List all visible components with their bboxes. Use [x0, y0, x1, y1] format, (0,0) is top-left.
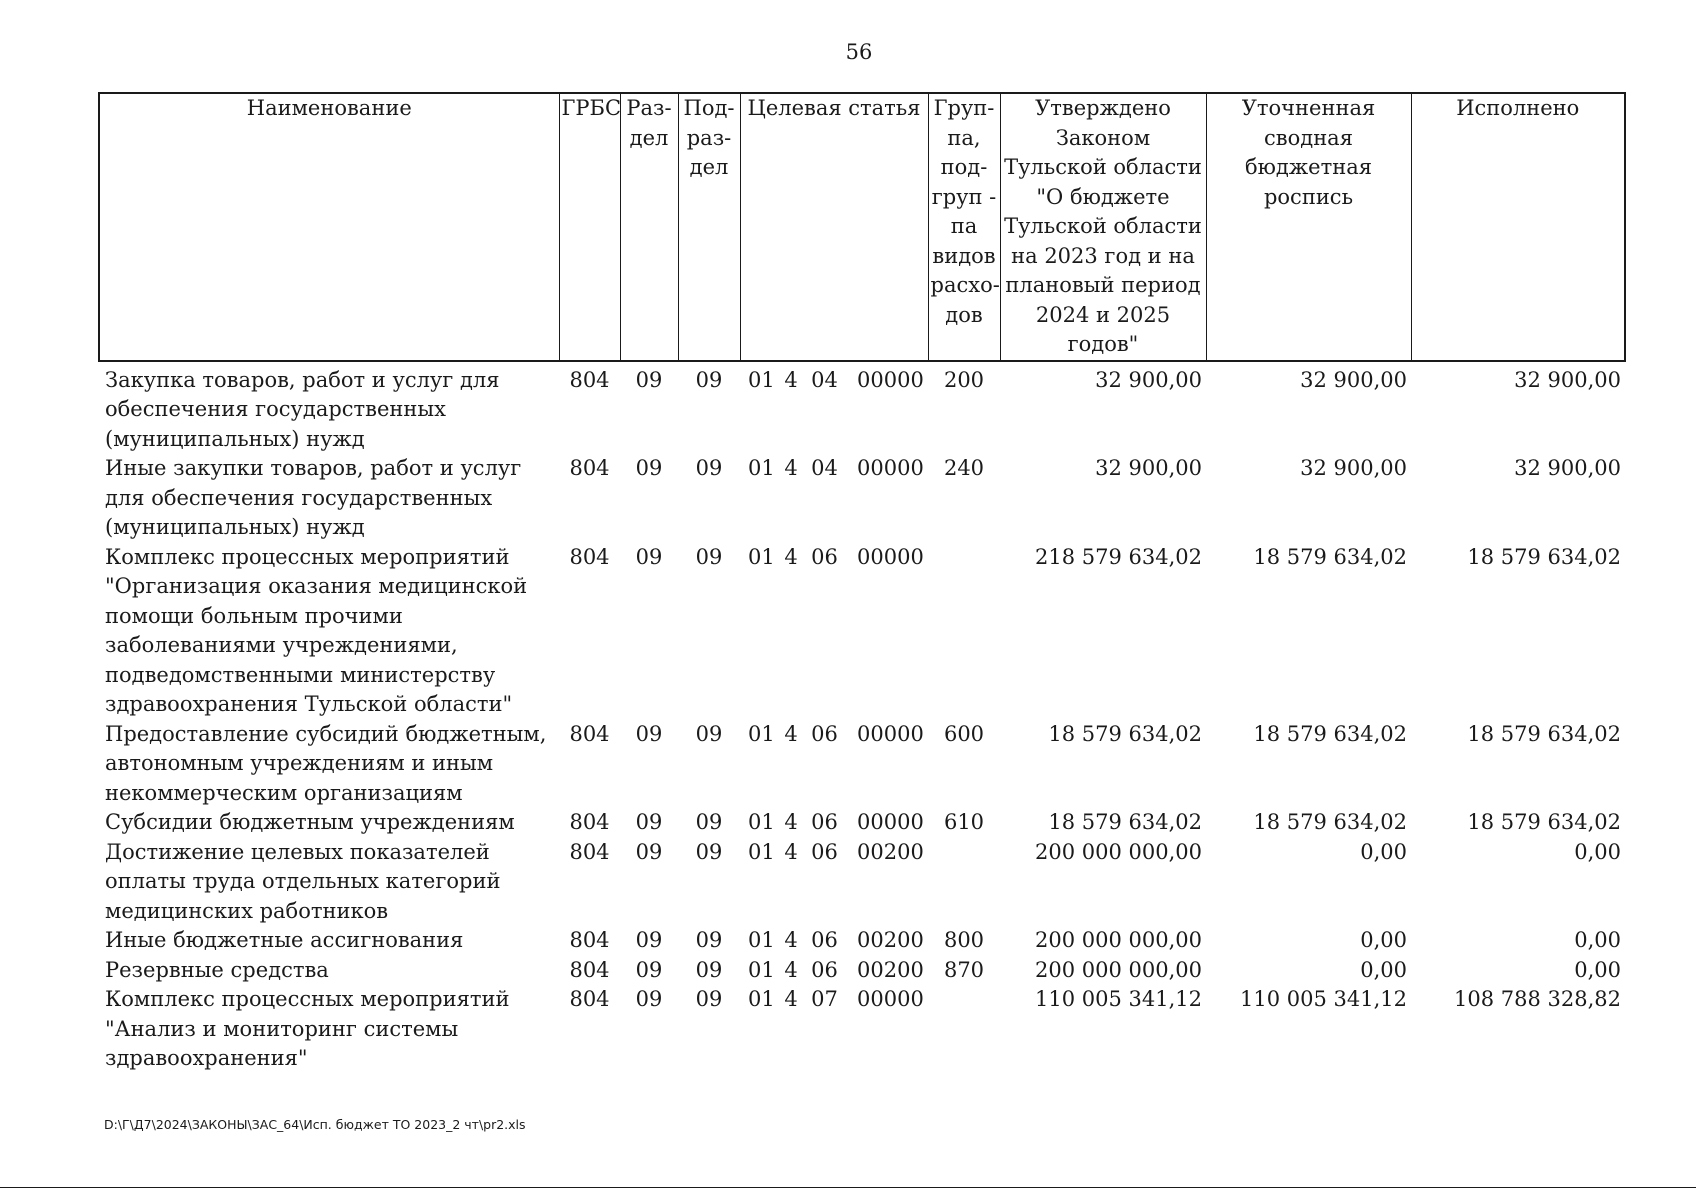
table-row: [99, 926, 1625, 956]
celevaya-statya-part: 06: [811, 928, 838, 952]
celevaya-statya-part: 00000: [857, 987, 924, 1011]
cell-podrazdel: 09: [695, 544, 723, 569]
cell-grbs: 804: [569, 928, 610, 952]
celevaya-statya-part: 4: [784, 721, 798, 746]
celevaya-statya-part: 4: [784, 810, 798, 834]
cell-vid-rashodov: [928, 543, 1000, 720]
header-celevaya-statya: Целевая статья: [740, 93, 928, 361]
cell-vid-rashodov: 240: [943, 456, 985, 480]
cell-utverzhdeno: 32 900,00: [1095, 456, 1202, 480]
cell-vid-rashodov: 600: [943, 721, 985, 746]
page-number: 56: [845, 40, 873, 64]
celevaya-statya-part: 07: [811, 987, 838, 1011]
cell-utochnennaya: 18 579 634,02: [1253, 810, 1407, 834]
header-name: Наименование: [99, 93, 559, 361]
celevaya-statya-part: 00000: [857, 456, 924, 480]
cell-podrazdel: 09: [695, 839, 723, 864]
cell-utochnennaya: 0,00: [1360, 928, 1407, 952]
cell-utverzhdeno: 200 000 000,00: [1035, 928, 1202, 952]
cell-ispolneno: 0,00: [1574, 928, 1621, 952]
cell-utverzhdeno: 200 000 000,00: [1035, 839, 1202, 864]
cell-ispolneno: 0,00: [1574, 957, 1621, 982]
cell-razdel: 09: [635, 839, 663, 864]
cell-grbs: 804: [569, 957, 610, 982]
cell-grbs: 804: [569, 987, 610, 1011]
cell-ispolneno: 32 900,00: [1514, 456, 1621, 480]
cell-celevaya-statya: [740, 361, 928, 455]
table-row: [99, 454, 1625, 543]
table-row: [99, 838, 1625, 927]
celevaya-statya-part: 06: [811, 839, 838, 864]
table-header-row: [99, 93, 1625, 361]
cell-razdel: 09: [635, 721, 663, 746]
cell-name: Комплекс процессных мероприятий "Анализ и мониторинг системы здравоохранения": [105, 987, 510, 1070]
cell-utverzhdeno: 218 579 634,02: [1035, 544, 1202, 569]
cell-razdel: 09: [635, 987, 663, 1011]
cell-name: Комплекс процессных мероприятий "Организация оказания медицинской помощи больным прочими заболеваниями учреждениями, подведомственными министерству здравоохранения Тульской области": [105, 544, 528, 716]
cell-utochnennaya: 18 579 634,02: [1253, 544, 1407, 569]
table-body: [99, 361, 1625, 1074]
header-utverzhdeno: Утверждено Законом Тульской области "О бюджете Тульской области на 2023 год и на плановый период 2024 и 2025 годов": [1000, 93, 1206, 361]
celevaya-statya-part: 04: [811, 456, 838, 480]
cell-name: Иные бюджетные ассигнования: [105, 928, 464, 952]
celevaya-statya-part: 01: [748, 367, 775, 392]
cell-utverzhdeno: 110 005 341,12: [1035, 987, 1202, 1011]
celevaya-statya-part: 01: [748, 987, 775, 1011]
cell-utochnennaya: 18 579 634,02: [1253, 721, 1407, 746]
cell-name: Субсидии бюджетным учреждениям: [105, 810, 515, 834]
cell-vid-rashodov: 800: [943, 928, 985, 952]
cell-grbs: 804: [569, 367, 610, 392]
celevaya-statya-part: 4: [784, 367, 798, 392]
cell-celevaya-statya: [740, 543, 928, 720]
header-ispolneno: Исполнено: [1411, 93, 1625, 361]
cell-razdel: 09: [635, 957, 663, 982]
celevaya-statya-part: 00200: [857, 928, 924, 952]
table-row: [99, 985, 1625, 1074]
celevaya-statya-part: 4: [784, 544, 798, 569]
header-utochnennaya-rospis: Уточненная сводная бюджетная роспись: [1206, 93, 1411, 361]
cell-podrazdel: 09: [695, 928, 723, 952]
celevaya-statya-part: 00000: [857, 721, 924, 746]
cell-ispolneno: 108 788 328,82: [1454, 987, 1621, 1011]
cell-vid-rashodov: 200: [943, 367, 985, 392]
cell-name: Закупка товаров, работ и услуг для обеспечения государственных (муниципальных) нужд: [105, 367, 500, 451]
cell-ispolneno: 18 579 634,02: [1467, 810, 1621, 834]
celevaya-statya-part: 04: [811, 367, 838, 392]
celevaya-statya-part: 01: [748, 544, 775, 569]
table-row: [99, 808, 1625, 838]
cell-grbs: 804: [569, 456, 610, 480]
cell-name: Иные закупки товаров, работ и услуг для обеспечения государственных (муниципальных) нужд: [105, 456, 522, 539]
celevaya-statya-part: 01: [748, 957, 775, 982]
cell-ispolneno: 0,00: [1574, 839, 1621, 864]
cell-grbs: 804: [569, 810, 610, 834]
celevaya-statya-part: 00000: [857, 544, 924, 569]
cell-utochnennaya: 0,00: [1360, 957, 1407, 982]
cell-utochnennaya: 32 900,00: [1300, 367, 1407, 392]
celevaya-statya-part: 06: [811, 721, 838, 746]
cell-celevaya-statya: [740, 956, 928, 986]
celevaya-statya-part: 01: [748, 456, 775, 480]
cell-vid-rashodov: [928, 838, 1000, 927]
cell-name: Достижение целевых показателей оплаты труда отдельных категорий медицинских работников: [105, 839, 501, 923]
header-podrazdel: Под-раз-дел: [678, 93, 740, 361]
budget-table: [98, 92, 1626, 1074]
cell-celevaya-statya: [740, 926, 928, 956]
cell-razdel: 09: [635, 810, 663, 834]
header-gruppa-vidov-rashodov: Груп-па, под-груп - па видов расхо-дов: [928, 93, 1000, 361]
header-grbs: ГРБС: [559, 93, 620, 361]
cell-podrazdel: 09: [695, 810, 723, 834]
header-razdel: Раз-дел: [620, 93, 678, 361]
cell-celevaya-statya: [740, 808, 928, 838]
cell-ispolneno: 18 579 634,02: [1467, 721, 1621, 746]
cell-vid-rashodov: [928, 985, 1000, 1074]
cell-ispolneno: 32 900,00: [1514, 367, 1621, 392]
cell-vid-rashodov: 610: [943, 810, 985, 834]
cell-podrazdel: 09: [695, 367, 723, 392]
cell-celevaya-statya: [740, 985, 928, 1074]
cell-grbs: 804: [569, 839, 610, 864]
cell-grbs: 804: [569, 544, 610, 569]
cell-razdel: 09: [635, 928, 663, 952]
cell-podrazdel: 09: [695, 987, 723, 1011]
celevaya-statya-part: 06: [811, 544, 838, 569]
celevaya-statya-part: 01: [748, 839, 775, 864]
bottom-divider: [0, 1187, 1696, 1188]
celevaya-statya-part: 06: [811, 957, 838, 982]
cell-podrazdel: 09: [695, 456, 723, 480]
cell-utverzhdeno: 18 579 634,02: [1048, 721, 1202, 746]
celevaya-statya-part: 01: [748, 810, 775, 834]
table-row: [99, 956, 1625, 986]
cell-celevaya-statya: [740, 454, 928, 543]
celevaya-statya-part: 00200: [857, 839, 924, 864]
cell-utverzhdeno: 18 579 634,02: [1048, 810, 1202, 834]
cell-celevaya-statya: [740, 838, 928, 927]
table-row: [99, 361, 1625, 455]
file-path: D:\Г\Д7\2024\ЗАКОНЫ\ЗАС_64\Исп. бюджет ТО 2023_2 чт\pr2.xls: [104, 1117, 526, 1132]
cell-utverzhdeno: 200 000 000,00: [1035, 957, 1202, 982]
table-row: [99, 720, 1625, 809]
cell-ispolneno: 18 579 634,02: [1467, 544, 1621, 569]
cell-utochnennaya: 32 900,00: [1300, 456, 1407, 480]
cell-vid-rashodov: 870: [943, 957, 985, 982]
celevaya-statya-part: 4: [784, 928, 798, 952]
celevaya-statya-part: 00200: [857, 957, 924, 982]
cell-utverzhdeno: 32 900,00: [1095, 367, 1202, 392]
cell-name: Резервные средства: [105, 957, 329, 982]
celevaya-statya-part: 4: [784, 456, 798, 480]
cell-utochnennaya: 110 005 341,12: [1240, 987, 1407, 1011]
celevaya-statya-part: 00000: [857, 810, 924, 834]
cell-razdel: 09: [635, 456, 663, 480]
cell-name: Предоставление субсидий бюджетным, автономным учреждениям и иным некоммерческим организациям: [105, 721, 547, 805]
celevaya-statya-part: 06: [811, 810, 838, 834]
cell-razdel: 09: [635, 544, 663, 569]
cell-razdel: 09: [635, 367, 663, 392]
celevaya-statya-part: 00000: [857, 367, 924, 392]
celevaya-statya-part: 4: [784, 957, 798, 982]
celevaya-statya-part: 4: [784, 987, 798, 1011]
cell-utochnennaya: 0,00: [1360, 839, 1407, 864]
table-row: [99, 543, 1625, 720]
cell-podrazdel: 09: [695, 957, 723, 982]
celevaya-statya-part: 01: [748, 721, 775, 746]
cell-grbs: 804: [569, 721, 610, 746]
cell-podrazdel: 09: [695, 721, 723, 746]
cell-celevaya-statya: [740, 720, 928, 809]
celevaya-statya-part: 01: [748, 928, 775, 952]
celevaya-statya-part: 4: [784, 839, 798, 864]
